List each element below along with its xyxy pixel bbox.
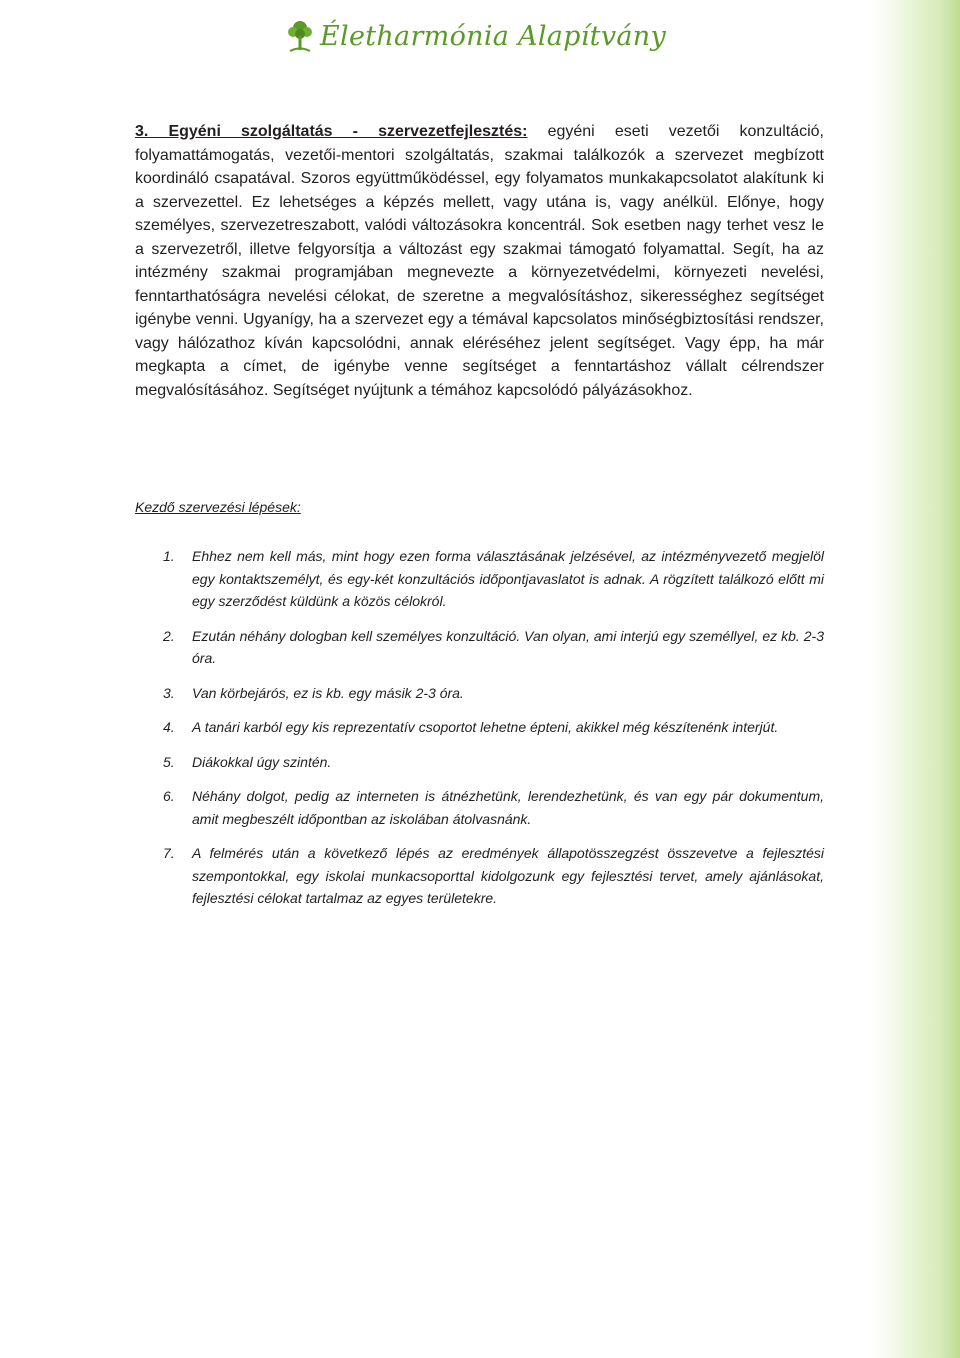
organization-name: Életharmónia Alapítvány [320, 20, 667, 52]
page-header [286, 16, 666, 56]
list-item [163, 682, 824, 705]
step-number: 5. [163, 753, 175, 770]
list-item [163, 751, 824, 774]
section-paragraph [135, 120, 824, 402]
steps-heading: Kezdő szervezési lépések: [135, 499, 301, 515]
step-text: A tanári karból egy kis reprezentatív csoportot lehetne épteni, akikkel még készítenénk interjút. [192, 719, 779, 735]
section-heading [135, 123, 528, 140]
list-item [163, 716, 824, 739]
step-number: 4. [163, 719, 175, 735]
step-number: 2. [163, 627, 175, 644]
decorative-side-band [870, 0, 960, 1358]
step-text: A felmérés után a következő lépés az eredmények állapotösszegzést összevetve a fejlesztési szempontokkal, egy iskolai munkacsoporttal kidolgozunk egy fejlesztési tervet, amely ajánlásokat, fejlesztési célokat tartalmaz az egyes területekre. [192, 845, 824, 906]
list-item [163, 625, 824, 670]
step-text: Ezután néhány dologban kell személyes konzultáció. Van olyan, ami interjú egy személlyel, ez kb. 2-3 óra. [192, 627, 824, 666]
section-number: 3. [135, 123, 149, 140]
section-title: Egyéni szolgáltatás - szervezetfejlesztés: [168, 123, 528, 140]
step-text: Néhány dolgot, pedig az interneten is átnézhetünk, lerendezhetünk, és van egy pár dokumentum, amit megbeszélt időpontban az iskolában átolvasnánk. [192, 788, 824, 827]
step-text: Diákokkal úgy szintén. [192, 753, 332, 770]
step-number: 3. [163, 684, 175, 701]
decorative-side-band-edge [938, 0, 960, 1358]
list-item [163, 842, 824, 910]
tree-icon [286, 18, 314, 54]
list-item [163, 785, 824, 830]
step-text: Ehhez nem kell más, mint hogy ezen forma választásának jelzésével, az intézményvezető megjelöl egy kontaktszemélyt, és egy-két konzultációs időpontjavaslatot is adnak. A rögzített találkozó előtt mi egy szerződést küldünk a közös célokról. [192, 548, 824, 609]
step-number: 7. [163, 845, 175, 861]
steps-list [163, 545, 824, 910]
step-number: 1. [163, 548, 175, 564]
step-number: 6. [163, 788, 175, 804]
list-item [163, 545, 824, 613]
step-text: Van körbejárós, ez is kb. egy másik 2-3 óra. [192, 684, 464, 701]
section-3 [135, 120, 824, 402]
section-body: egyéni eseti vezetői konzultáció, folyamattámogatás, vezetői-mentori szolgáltatás, szakmai találkozók a szervezet megbízott koordináló csapatával. Szoros együttműködéssel, egy folyamatos munkakapcsolatot alakítunk ki a szervezettel. Ez lehetséges a képzés mellett, vagy utána is, vagy anélkül. Előnye, hogy személyes, szervezetreszabott, valódi változásokra koncentrál. Sok esetben nagy terhet vesz le a szervezetről, illetve felgyorsítja a változást egy szakmai támogató folyamattal. Segít, ha az intézmény szakmai programjában megnevezte a környezetvédelmi, környezeti nevelési, fenntarthatóságra nevelési célokat, de szeretne a megvalósításhoz, sikerességhez segítséget igénybe venni. Ugyanígy, ha a szervezet egy a témával kapcsolatos minőségbiztosítási rendszer, vagy hálózathoz kíván kapcsolódni, annak eléréséhez jelent segítséget. Vagy épp, ha már megkapta a címet, de igénybe venne segítséget a fenntartáshoz vállalt célrendszer megvalósításához. Segítséget nyújtunk a témához kapcsolódó pályázásokhoz. [135, 123, 824, 399]
